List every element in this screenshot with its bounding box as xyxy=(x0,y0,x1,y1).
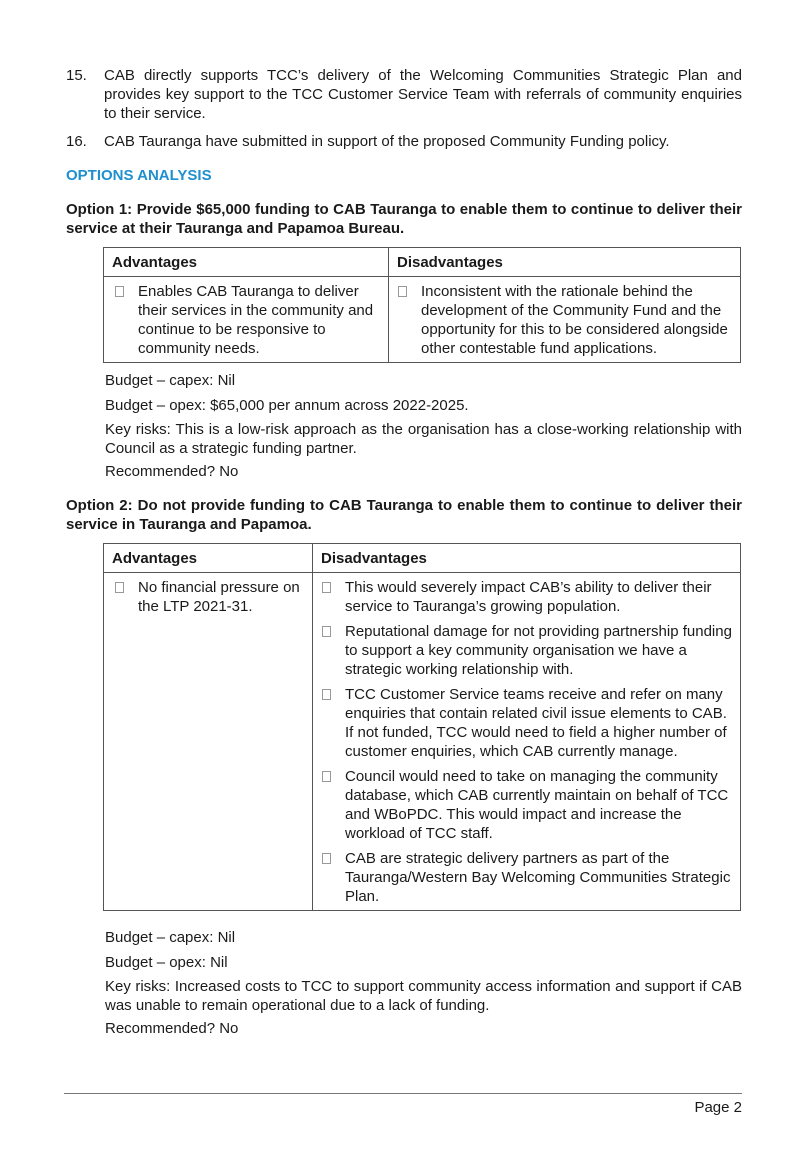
paragraph-text: CAB Tauranga have submitted in support of the proposed Community Funding policy. xyxy=(104,133,670,150)
section-heading: OPTIONS ANALYSIS xyxy=(66,167,212,184)
option1-title: Option 1: Provide $65,000 funding to CAB Tauranga to enable them to continue to deliver their service at their Tauranga and Papamoa Bureau. xyxy=(66,201,742,237)
advantages-cell xyxy=(104,573,313,911)
bullet-box-icon xyxy=(322,853,331,864)
footer-divider xyxy=(64,1093,742,1094)
option2-title: Option 2: Do not provide funding to CAB Tauranga to enable them to continue to deliver their service in Tauranga and Papamoa. xyxy=(66,497,742,533)
option1-recommended: Recommended? No xyxy=(105,463,239,480)
advantages-header: Advantages xyxy=(104,248,389,277)
disadvantages-header: Disadvantages xyxy=(313,544,741,573)
paragraph-text: CAB directly supports TCC’s delivery of the Welcoming Communities Strategic Plan and provides key support to the TCC Customer Service Team with referrals of community enquiries to their service. xyxy=(104,67,742,122)
advantages-cell xyxy=(104,277,389,363)
option2-budget-opex: Budget – opex: Nil xyxy=(105,954,228,971)
disadvantage-item: Inconsistent with the rationale behind the development of the Community Fund and the opportunity for this to be considered alongside other contestable fund applications. xyxy=(395,282,734,358)
advantage-item: Enables CAB Tauranga to deliver their services in the community and continue to be responsive to community needs. xyxy=(112,282,380,358)
disadvantages-cell xyxy=(313,573,741,911)
bullet-box-icon xyxy=(115,286,124,297)
disadvantage-item: Council would need to take on managing the community database, which CAB currently maintain on behalf of TCC and WBoPDC. This would impact and increase the workload of TCC staff. xyxy=(319,767,734,843)
bullet-box-icon xyxy=(398,286,407,297)
bullet-box-icon xyxy=(322,689,331,700)
bullet-box-icon xyxy=(115,582,124,593)
option1-table xyxy=(103,247,741,363)
option1-key-risks: Key risks: This is a low-risk approach as the organisation has a close-working relationship with Council as a strategic funding partner. xyxy=(105,421,742,457)
disadvantage-item: CAB are strategic delivery partners as part of the Tauranga/Western Bay Welcoming Communities Strategic Plan. xyxy=(319,849,734,906)
bullet-box-icon xyxy=(322,582,331,593)
disadvantage-item: This would severely impact CAB’s ability to deliver their service to Tauranga’s growing population. xyxy=(319,578,734,616)
bullet-box-icon xyxy=(322,771,331,782)
option2-budget-capex: Budget – capex: Nil xyxy=(105,929,236,946)
disadvantages-header: Disadvantages xyxy=(389,248,741,277)
option1-budget-capex: Budget – capex: Nil xyxy=(105,372,236,389)
paragraph-number: 16. xyxy=(66,133,87,150)
option2-table xyxy=(103,543,741,911)
advantages-header: Advantages xyxy=(104,544,313,573)
numbered-paragraph-16 xyxy=(66,132,742,151)
paragraph-number: 15. xyxy=(66,67,87,84)
bullet-box-icon xyxy=(322,626,331,637)
disadvantage-item: Reputational damage for not providing partnership funding to support a key community organisation we have a strategic working relationship with. xyxy=(319,622,734,679)
numbered-paragraph-15 xyxy=(66,66,742,123)
option1-budget-opex: Budget – opex: $65,000 per annum across 2022-2025. xyxy=(105,397,469,414)
disadvantages-cell xyxy=(389,277,741,363)
disadvantage-item: TCC Customer Service teams receive and refer on many enquiries that contain related civil issue elements to CAB. If not funded, TCC would need to field a higher number of customer enquiries, which CAB currently manage. xyxy=(319,685,734,761)
page-number: Page 2 xyxy=(694,1099,742,1116)
option2-key-risks: Key risks: Increased costs to TCC to support community access information and support if CAB was unable to remain operational due to a lack of funding. xyxy=(105,978,742,1014)
option2-recommended: Recommended? No xyxy=(105,1020,239,1037)
advantage-item: No financial pressure on the LTP 2021-31. xyxy=(112,578,304,616)
